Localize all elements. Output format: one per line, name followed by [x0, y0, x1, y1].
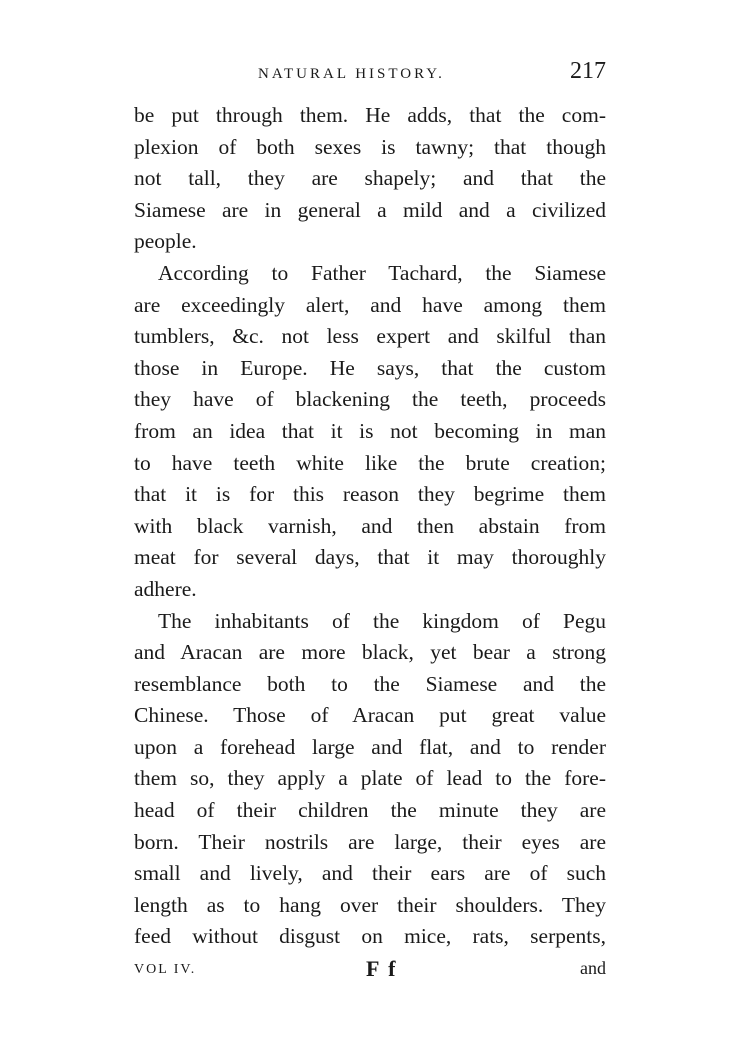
text-line: with black varnish, and then abstain from	[134, 513, 606, 538]
text-line: to have teeth white like the brute creation;	[134, 450, 606, 475]
text-line: plexion of both sexes is tawny; that though	[134, 134, 606, 159]
text-line: not tall, they are shapely; and that the	[134, 166, 606, 191]
text-line: Chinese. Those of Aracan put great value	[134, 703, 606, 728]
text-line: and Aracan are more black, yet bear a strong	[134, 640, 606, 665]
text-line: be put through them. He adds, that the com-	[134, 103, 606, 127]
running-head: NATURAL HISTORY.	[258, 66, 445, 82]
text-line: they have of blackening the teeth, proceeds	[134, 387, 606, 412]
text-line: Siamese are in general a mild and a civilized	[134, 197, 606, 222]
text-line: The inhabitants of the kingdom of Pegu	[158, 608, 606, 633]
page-number: 217	[570, 58, 606, 84]
text-line: people.	[134, 229, 197, 254]
text-line: head of their children the minute they are	[134, 798, 606, 823]
paragraph	[134, 258, 606, 606]
text-line: born. Their nostrils are large, their eyes are	[134, 829, 606, 854]
catchword: and	[580, 958, 606, 978]
text-line: resemblance both to the Siamese and the	[134, 671, 606, 696]
volume-mark: VOL IV.	[134, 962, 197, 977]
paragraph	[134, 100, 606, 258]
text-line: upon a forehead large and flat, and to render	[134, 734, 606, 759]
body-text	[134, 100, 606, 953]
paragraph	[134, 606, 606, 954]
text-line: adhere.	[134, 576, 197, 601]
text-line: them so, they apply a plate of lead to the fore-	[134, 766, 606, 791]
text-line: are exceedingly alert, and have among them	[134, 292, 606, 317]
text-line: length as to hang over their shoulders. They	[134, 892, 606, 917]
page-footer	[134, 958, 606, 988]
signature-mark: F f	[366, 956, 398, 981]
text-line: meat for several days, that it may thoroughly	[134, 545, 606, 570]
page-header	[134, 58, 606, 92]
text-line: feed without disgust on mice, rats, serpents,	[134, 924, 606, 949]
text-line: tumblers, &c. not less expert and skilful than	[134, 324, 606, 349]
text-line: that it is for this reason they begrime them	[134, 482, 606, 507]
text-line: small and lively, and their ears are of such	[134, 861, 606, 886]
text-line: from an idea that it is not becoming in man	[134, 418, 606, 443]
text-line: those in Europe. He says, that the custom	[134, 355, 606, 380]
text-line: According to Father Tachard, the Siamese	[158, 260, 606, 285]
